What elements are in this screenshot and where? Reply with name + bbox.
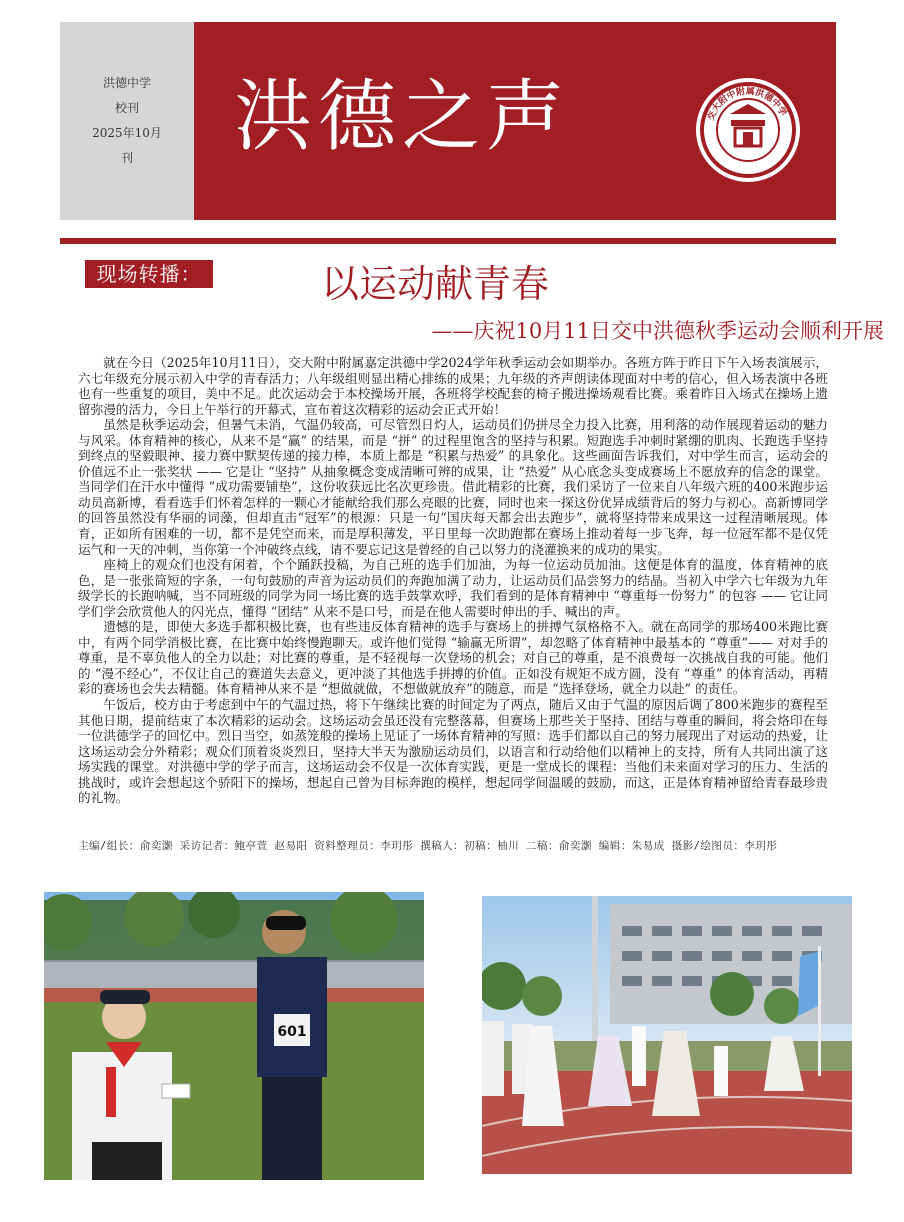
runner-bib-number: 601 <box>277 1024 307 1040</box>
paragraph: 遗憾的是，即使大多选手都积极比赛，也有些违反体育精神的选手与赛场上的拼搏气氛格格不入。就在高同学的那场400米跑比赛中，有两个同学消极比赛，在比赛中始终慢跑聊天。或许他们觉得 “输赢无所谓”，却忽略了体育精神中最基本的 “尊重”—— 对对手的尊重，是不辜负他人的全力以赴；对比赛的尊重，是不轻视每一次登场的机会；对自己的尊重，是不浪费每一次挑战自我的可能。他们的 “漫不经心”，不仅让自己的赛道失去意义，更冲淡了其他选手拼搏的价值。正如没有规矩不成方圆，没有 “尊重” 的体育活动，再精彩的赛场也会失去精髓。体育精神从来不是 “想做就做，不想做就放弃”的随意，而是 “选择登场，就全力以赴” 的责任。 <box>78 619 828 697</box>
publication-title: 洪德之声 <box>234 72 571 162</box>
header-divider <box>60 238 836 244</box>
school-name: 洪德中学 <box>102 76 151 90</box>
svg-text:交大附中附属洪德中学: 交大附中附属洪德中学 <box>706 86 788 123</box>
paragraph: 虽然是秋季运动会，但暑气未消，气温仍较高，可尽管烈日灼人，运动员们仍拼尽全力投入比赛，用利落的动作展现着运动的魅力与风采。体育精神的核心，从来不是“赢” 的结果，而是 “拼” 的过程里饱含的坚持与积累。短跑选手冲刺时紧绷的肌肉、长跑选手坚持到终点的坚毅眼神、接力赛中默契传递的接力棒，本质上都是 “积累与热爱” 的具象化。这些画面告诉我们，对中学生而言，运动会的价值远不止一张奖状 —— 它是让 “坚持” 从抽象概念变成清晰可辨的成果，让 “热爱” 从心底念头变成赛场上不愿放弃的信念的课堂。当同学们在汗水中懂得 “成功需要铺垫”，这份收获远比名次更珍贵。借此精彩的比赛，我们采访了一位来自八年级六班的400米跑步运动员高新博，看看选手们怀着怎样的一颗心才能献给我们那么亮眼的比赛，同时也来一探这份优异成绩背后的努力与初心。高新博同学的回答虽然没有华丽的词藻，但却直击“冠军”的根源：只是一句“国庆每天都会出去跑步”，就将坚持带来成果这一过程清晰展现。体育，正如所有困难的一切，都不是凭空而来，而是厚积薄发，平日里每一次助跑都在赛场上推动着每一步飞奔，每一位冠军都不是仅凭运气和一天的冲刺，当你第一个冲破终点线，请不要忘记这是曾经的自己以努力的浇灌换来的成功的果实。 <box>78 417 828 557</box>
masthead-info-panel <box>60 22 194 220</box>
article-subtitle: ——庆祝10月11日交中洪德秋季运动会顺利开展 <box>431 319 884 343</box>
issue-label: 刊 <box>120 151 133 165</box>
photo-interview <box>44 892 424 1180</box>
article-headline: 以运动献青春 <box>320 262 549 306</box>
article-body <box>78 355 828 806</box>
masthead-banner <box>194 22 836 220</box>
paragraph: 就在今日（2025年10月11日），交大附中附属嘉定洪德中学2024学年秋季运动会如期举办。各班方阵于昨日下午入场表演展示，六七年级充分展示初入中学的青春活力；八年级组则显出精心排练的成果；九年级的齐声朗读体现面对中考的信心，但入场表演中各班也有一些重复的项目，美中不足。此次运动会于本校操场开展，各班将学校配套的椅子搬进操场观看比赛。乘着昨日入场式在操场上遗留弥漫的活力，今日上午举行的开幕式，宣布着这次精彩的运动会正式开始！ <box>78 355 828 417</box>
staff-credits: 主编/组长：俞奕灏 采访记者：鲍亭萱 赵易阳 资料整理员：李玥彤 撰稿人：初稿：柚川 二稿：俞奕灏 编辑：朱易成 摄影/绘图员：李玥彤 <box>78 840 778 852</box>
section-tag: 现场转播： <box>85 260 213 288</box>
publication-type: 校刊 <box>114 101 139 115</box>
paragraph: 午饭后，校方由于考虑到中午的气温过热，将下午继续比赛的时间定为了两点，随后又由于气温的原因后调了800米跑步的赛程至其他日期，提前结束了本次精彩的运动会。这场运动会虽还没有完整落幕，但赛场上那些关于坚持、团结与尊重的瞬间，将会烙印在每一位洪德学子的回忆中。烈日当空，如蒸笼般的操场上见证了一场体育精神的写照：选手们都以自己的努力展现出了对运动的热爱，让这场运动会分外精彩；观众们顶着炎炎烈日，坚持大半天为激励运动员们，以语言和行动给他们以精神上的支持，所有人共同出演了这场实践的课堂。对洪德中学的学子而言，这场运动会不仅是一次体育实践，更是一堂成长的课程：当他们未来面对学习的压力、生活的挑战时，或许会想起这个骄阳下的操场，想起自己曾为目标奔跑的模样，想起同学间温暖的鼓励，而这，正是体育精神留给青春最珍贵的礼物。 <box>78 697 828 806</box>
school-seal-logo <box>696 78 800 182</box>
photo-procession <box>482 896 852 1174</box>
issue-date: 2025年10月 <box>92 126 162 140</box>
paragraph: 座椅上的观众们也没有闲着，个个踊跃投稿，为自己班的选手们加油，为每一位运动员加油。这便是体育的温度，体育精神的底色，是一张张简短的字条，一句句鼓励的声音为运动员们的奔跑加满了动力，让运动员们品尝努力的结晶。当初入中学六七年级为九年级学长的长跑呐喊，当不同班级的同学为同一场比赛的选手鼓掌欢呼，我们看到的是体育精神中 “尊重每一份努力” 的包容 —— 它让同学们学会欣赏他人的闪光点，懂得 “团结” 从来不是口号，而是在他人需要时伸出的手、喊出的声。 <box>78 557 828 619</box>
